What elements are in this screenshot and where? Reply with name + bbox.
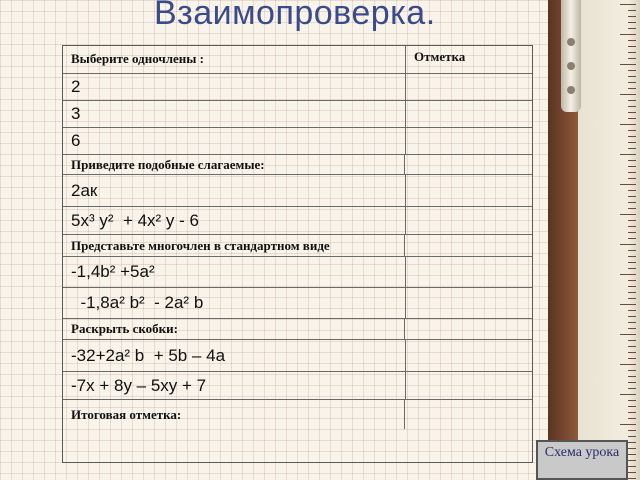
expression-cell: 3 [71, 104, 81, 123]
ruler-tick [620, 274, 636, 275]
ruler-tick [628, 466, 636, 467]
ruler-tick [628, 418, 636, 419]
ruler-tick [628, 382, 636, 383]
ruler-tick [628, 310, 636, 311]
ruler-tick [628, 316, 636, 317]
expression-cell: -7x + 8y – 5xy + 7 [71, 375, 207, 395]
ruler-tick [628, 472, 636, 473]
ruler-tick [628, 178, 636, 179]
ruler-tick [628, 238, 636, 239]
mark-cell[interactable] [405, 128, 532, 154]
clip-hole [567, 62, 575, 70]
ruler-tick [628, 292, 636, 293]
mark-cell[interactable] [405, 207, 532, 234]
header-label: Выберите одночлены : [71, 51, 205, 66]
ruler-tick [620, 184, 636, 185]
ruler-tick [628, 100, 636, 101]
table-row [63, 339, 532, 371]
table-header-row [63, 46, 532, 73]
ruler-tick [628, 70, 636, 71]
ruler-tick [628, 22, 636, 23]
ruler-tick [628, 208, 636, 209]
ruler-tick [628, 166, 636, 167]
ruler-tick [628, 268, 636, 269]
ruler-tick [620, 124, 636, 125]
table-row [63, 174, 532, 206]
ruler-tick [628, 448, 636, 449]
ruler-tick [628, 352, 636, 353]
ruler-tick [628, 328, 636, 329]
ruler-tick [628, 370, 636, 371]
ruler-tick [628, 388, 636, 389]
lesson-scheme-button[interactable]: Схема урока [536, 440, 628, 480]
section-heading: Представьте многочлен в стандартном виде [71, 237, 330, 253]
ruler-tick [628, 250, 636, 251]
section-heading-row [63, 318, 532, 339]
expression-cell: 2ак [71, 180, 98, 200]
expression-cell: 2 [71, 77, 81, 96]
ruler-tick [628, 112, 636, 113]
ruler-tick [628, 202, 636, 203]
mark-cell[interactable] [404, 235, 532, 256]
section-heading-row [63, 399, 532, 429]
ruler-tick [628, 256, 636, 257]
expression-cell: 6 [71, 131, 81, 150]
expression-cell: -1,8a² b² - 2a² b [71, 293, 204, 312]
expression-cell: -1,4b² +5a² [71, 262, 155, 281]
ruler-tick [628, 262, 636, 263]
ruler-tick [628, 286, 636, 287]
ruler-tick [628, 346, 636, 347]
table-row [63, 127, 532, 154]
mark-cell[interactable] [404, 319, 532, 339]
ruler-tick [620, 424, 636, 425]
ruler-tick [628, 232, 636, 233]
section-heading: Приведите подобные слагаемые: [71, 156, 265, 172]
clip-hole [567, 38, 575, 46]
ruler-tick [628, 280, 636, 281]
mark-column-header: Отметка [405, 46, 532, 73]
ruler-tick [628, 298, 636, 299]
mark-cell[interactable] [405, 175, 532, 206]
table-row [63, 100, 532, 127]
ruler-tick [620, 394, 636, 395]
mark-cell[interactable] [405, 101, 532, 127]
ruler-tick [620, 154, 636, 155]
ruler-tick [620, 64, 636, 65]
ruler-tick [628, 478, 636, 479]
peer-check-table [62, 45, 533, 463]
ruler-tick [628, 28, 636, 29]
expression-cell: -32+2a² b + 5b – 4a [71, 345, 226, 365]
paper-clip-decoration [561, 0, 581, 112]
ruler-tick [628, 16, 636, 17]
ruler-tick [628, 322, 636, 323]
ruler-tick [628, 130, 636, 131]
ruler-tick [628, 148, 636, 149]
ruler-tick [628, 460, 636, 461]
mark-cell[interactable] [405, 288, 532, 318]
expression-cell: 5x³ y² + 4x² y - 6 [71, 210, 199, 230]
ruler-tick [620, 214, 636, 215]
ruler-tick [628, 40, 636, 41]
ruler-tick [628, 118, 636, 119]
ruler-tick [620, 334, 636, 335]
ruler-tick [620, 304, 636, 305]
page-title: Взаимопроверка. [154, 0, 436, 32]
ruler-tick [620, 4, 636, 5]
ruler-tick [628, 58, 636, 59]
ruler-tick [628, 52, 636, 53]
ruler-tick [628, 46, 636, 47]
ruler-tick [628, 88, 636, 89]
ruler-tick [628, 358, 636, 359]
ruler-tick [628, 436, 636, 437]
table-row [63, 256, 532, 287]
clip-hole [567, 86, 575, 94]
ruler-tick [628, 76, 636, 77]
mark-cell[interactable] [405, 372, 532, 399]
section-heading-row [63, 234, 532, 256]
mark-cell[interactable] [405, 340, 532, 371]
ruler-tick [628, 220, 636, 221]
ruler-tick [628, 400, 636, 401]
mark-cell[interactable] [404, 400, 532, 429]
ruler-tick [620, 244, 636, 245]
ruler-tick [628, 340, 636, 341]
ruler-tick [628, 376, 636, 377]
section-heading: Итоговая отметка: [71, 406, 182, 422]
ruler-tick [620, 364, 636, 365]
ruler-tick [628, 226, 636, 227]
ruler-tick [628, 430, 636, 431]
table-row [63, 206, 532, 234]
ruler-tick [628, 442, 636, 443]
table-row [63, 371, 532, 399]
ruler-tick [628, 196, 636, 197]
section-heading: Раскрыть скобки: [71, 321, 178, 336]
mark-cell[interactable] [405, 74, 532, 100]
ruler-tick [628, 106, 636, 107]
ruler-tick [628, 190, 636, 191]
ruler-tick [628, 82, 636, 83]
ruler-tick [620, 34, 636, 35]
ruler-tick [628, 142, 636, 143]
ruler-tick [628, 406, 636, 407]
ruler-tick [628, 10, 636, 11]
table-row [63, 73, 532, 100]
ruler-tick [628, 136, 636, 137]
mark-cell[interactable] [405, 257, 532, 287]
ruler-tick [628, 412, 636, 413]
ruler-tick [620, 94, 636, 95]
ruler-tick [628, 160, 636, 161]
mark-cell[interactable] [404, 155, 532, 174]
ruler-tick [628, 172, 636, 173]
section-heading-row [63, 154, 532, 174]
table-row [63, 287, 532, 318]
